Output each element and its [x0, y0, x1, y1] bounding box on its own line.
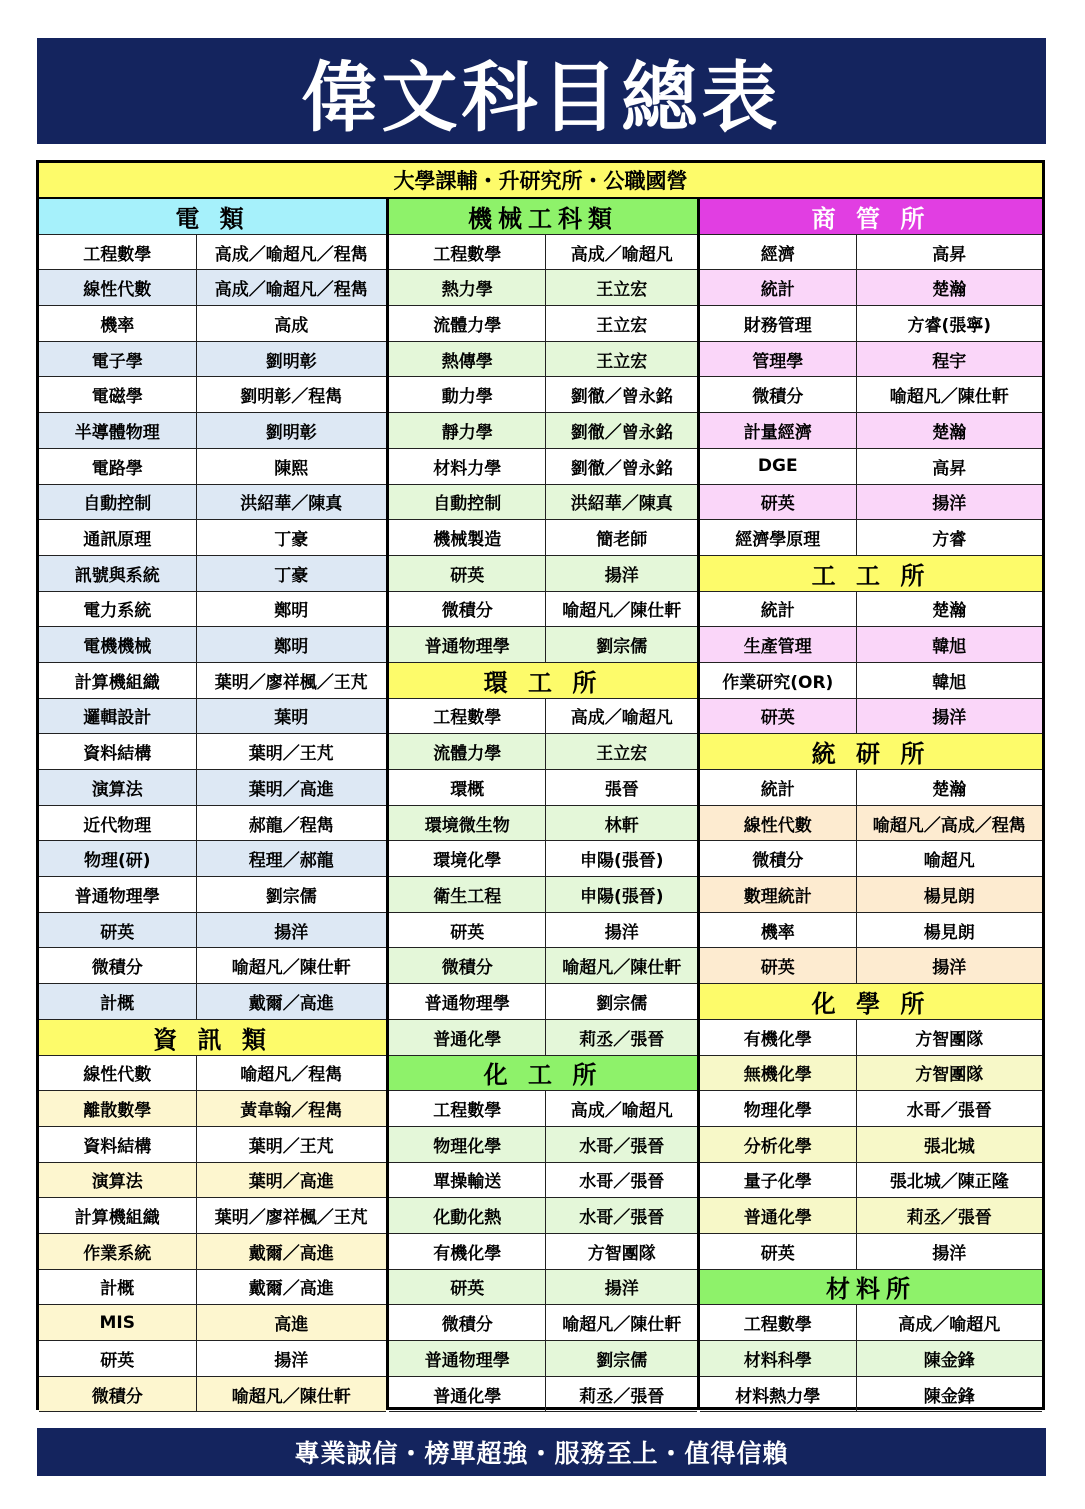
- subject-cell: 電力系統: [39, 592, 197, 627]
- table-row: [700, 627, 1042, 663]
- subject-cell: 材料力學: [389, 449, 546, 484]
- teacher-cell: 黃韋翰／程雋: [240, 1101, 343, 1122]
- teacher-cell: 陳金鋒: [923, 1386, 975, 1407]
- teacher-cell: 劉宗儒: [265, 886, 317, 907]
- teacher-cell: 葉明／廖祥楓／王芃: [214, 672, 368, 693]
- teacher-cell: 揚洋: [932, 1243, 967, 1264]
- teacher-cell: 張晉: [604, 779, 639, 800]
- teacher-cell: 葉明／王芃: [248, 1136, 334, 1157]
- subject-cell: 訊號與系統: [39, 556, 197, 591]
- table-row: [39, 1127, 386, 1163]
- table-row: [389, 342, 697, 378]
- teacher-cell: 高成／喻超凡: [898, 1315, 1001, 1336]
- subject-cell: 自動控制: [39, 485, 197, 520]
- section-header: 商 管 所: [700, 199, 1042, 235]
- teacher-cell: 喻超凡／程雋: [240, 1065, 343, 1086]
- subject-cell: 工程數學: [700, 1305, 857, 1340]
- teacher-cell: 莉丞／張晉: [906, 1208, 992, 1229]
- subject-cell: 動力學: [389, 377, 546, 412]
- subject-cell: 計算機組織: [39, 663, 197, 698]
- table-row: [389, 913, 697, 949]
- teacher-cell: 鄭明: [274, 637, 309, 658]
- teacher-cell: 喻超凡／陳仕軒: [889, 387, 1009, 408]
- table-row: [700, 1341, 1042, 1377]
- table-row: [39, 877, 386, 913]
- subject-cell: 統計: [700, 270, 857, 305]
- teacher-cell: 申陽(張晉): [579, 886, 664, 907]
- subject-cell: 普通化學: [389, 1377, 546, 1412]
- table-row: [389, 1341, 697, 1377]
- table-row: [700, 1091, 1042, 1127]
- subject-cell: 衛生工程: [389, 877, 546, 912]
- section-header: 工 工 所: [700, 556, 1042, 592]
- teacher-cell: 申陽(張晉): [579, 851, 664, 872]
- subject-cell: 演算法: [39, 1163, 197, 1198]
- table-row: [39, 841, 386, 877]
- teacher-cell: 喻超凡／陳仕軒: [562, 958, 682, 979]
- table-row: [389, 235, 697, 271]
- subject-cell: 熱傳學: [389, 342, 546, 377]
- table-row: [39, 1163, 386, 1199]
- table-row: [389, 984, 697, 1020]
- teacher-cell: 王立宏: [596, 280, 648, 301]
- subject-cell: 線性代數: [39, 1056, 197, 1091]
- subject-cell: 微積分: [389, 1305, 546, 1340]
- banner: 大學課輔・升研究所・公職國營: [39, 163, 1042, 199]
- subject-cell: 工程數學: [389, 699, 546, 734]
- teacher-cell: 葉明／王芃: [248, 744, 334, 765]
- table-row: [389, 841, 697, 877]
- teacher-cell: 韓旭: [932, 672, 967, 693]
- table-row: [39, 592, 386, 628]
- table-row: [700, 948, 1042, 984]
- teacher-cell: 揚洋: [932, 708, 967, 729]
- subject-cell: 微積分: [700, 841, 857, 876]
- teacher-cell: 丁豪: [274, 565, 309, 586]
- teacher-cell: 莉丞／張晉: [579, 1386, 665, 1407]
- teacher-cell: 高成: [274, 315, 309, 336]
- subject-cell: 自動控制: [389, 485, 546, 520]
- subject-cell: 線性代數: [39, 270, 197, 305]
- subject-cell: 經濟: [700, 235, 857, 270]
- table-row: [700, 520, 1042, 556]
- subject-cell: 環境微生物: [389, 806, 546, 841]
- teacher-cell: 高成／喻超凡／程雋: [214, 280, 368, 301]
- teacher-cell: 劉徹／曾永銘: [570, 458, 673, 479]
- teacher-cell: 揚洋: [604, 1279, 639, 1300]
- section-header: 電 類: [39, 199, 386, 235]
- table-row: [389, 1305, 697, 1341]
- column-middle: [389, 199, 700, 1407]
- teacher-cell: 王立宏: [596, 744, 648, 765]
- teacher-cell: 方智團隊: [915, 1029, 984, 1050]
- subject-cell: 工程數學: [389, 235, 546, 270]
- table-row: [39, 984, 386, 1020]
- subject-cell: 普通化學: [389, 1020, 546, 1055]
- teacher-cell: 揚洋: [932, 494, 967, 515]
- page-title: 偉文科目總表: [37, 38, 1046, 144]
- teacher-cell: 楊見朗: [923, 922, 975, 943]
- table-row: [700, 1305, 1042, 1341]
- subject-cell: 經濟學原理: [700, 520, 857, 555]
- teacher-cell: 喻超凡／陳仕軒: [231, 1386, 351, 1407]
- teacher-cell: 揚洋: [932, 958, 967, 979]
- teacher-cell: 洪紹華／陳真: [240, 494, 343, 515]
- teacher-cell: 丁豪: [274, 530, 309, 551]
- subject-cell: 機率: [39, 306, 197, 341]
- teacher-cell: 莉丞／張晉: [579, 1029, 665, 1050]
- subject-cell: 半導體物理: [39, 413, 197, 448]
- table-row: [700, 1198, 1042, 1234]
- subject-cell: 生產管理: [700, 627, 857, 662]
- table-row: [389, 734, 697, 770]
- teacher-cell: 方智團隊: [587, 1243, 656, 1264]
- table-row: [700, 342, 1042, 378]
- subject-table: [36, 160, 1045, 1410]
- table-row: [700, 449, 1042, 485]
- table-row: [39, 1270, 386, 1306]
- table-row: [700, 235, 1042, 271]
- table-row: [389, 948, 697, 984]
- subject-cell: 機率: [700, 913, 857, 948]
- subject-cell: 熱力學: [389, 270, 546, 305]
- table-row: [39, 770, 386, 806]
- table-row: [389, 485, 697, 521]
- teacher-cell: 張北城: [923, 1136, 975, 1157]
- subject-cell: 材料熱力學: [700, 1377, 857, 1412]
- table-row: [389, 1234, 697, 1270]
- teacher-cell: 揚洋: [274, 922, 309, 943]
- teacher-cell: 葉明／高進: [248, 779, 334, 800]
- subject-cell: 物理化學: [389, 1127, 546, 1162]
- column-left: [39, 199, 389, 1407]
- subject-cell: 普通物理學: [39, 877, 197, 912]
- table-row: [389, 1270, 697, 1306]
- subject-cell: 分析化學: [700, 1127, 857, 1162]
- teacher-cell: 洪紹華／陳真: [570, 494, 673, 515]
- teacher-cell: 高進: [274, 1315, 309, 1336]
- table-row: [700, 306, 1042, 342]
- subject-cell: 線性代數: [700, 806, 857, 841]
- teacher-cell: 劉明彰: [265, 422, 317, 443]
- teacher-cell: 水哥／張晉: [579, 1136, 665, 1157]
- section-header: 材料所: [700, 1270, 1042, 1306]
- teacher-cell: 方睿(張寧): [907, 315, 992, 336]
- subject-cell: 電機機械: [39, 627, 197, 662]
- table-row: [389, 377, 697, 413]
- table-row: [700, 1163, 1042, 1199]
- subject-cell: 作業系統: [39, 1234, 197, 1269]
- subject-cell: 普通物理學: [389, 627, 546, 662]
- teacher-cell: 王立宏: [596, 351, 648, 372]
- column-right: [700, 199, 1042, 1407]
- table-row: [39, 270, 386, 306]
- table-row: [389, 592, 697, 628]
- teacher-cell: 水哥／張晉: [579, 1172, 665, 1193]
- subject-cell: 研英: [389, 1270, 546, 1305]
- teacher-cell: 高昇: [932, 458, 967, 479]
- subject-cell: DGE: [700, 449, 857, 484]
- table-row: [700, 1056, 1042, 1092]
- subject-cell: 離散數學: [39, 1091, 197, 1126]
- subject-cell: 數理統計: [700, 877, 857, 912]
- subject-cell: 研英: [39, 913, 197, 948]
- table-row: [389, 699, 697, 735]
- subject-cell: 電路學: [39, 449, 197, 484]
- footer-slogan: 專業誠信・榜單超強・服務至上・值得信賴: [37, 1428, 1046, 1476]
- table-row: [39, 1234, 386, 1270]
- subject-cell: 量子化學: [700, 1163, 857, 1198]
- teacher-cell: 程宇: [932, 351, 967, 372]
- table-row: [39, 1377, 386, 1413]
- table-row: [389, 556, 697, 592]
- subject-cell: 有機化學: [700, 1020, 857, 1055]
- subject-cell: 統計: [700, 770, 857, 805]
- section-header: 資 訊 類: [39, 1020, 386, 1056]
- teacher-cell: 楚瀚: [932, 779, 967, 800]
- teacher-cell: 郝龍／程雋: [248, 815, 334, 836]
- subject-cell: 邏輯設計: [39, 699, 197, 734]
- teacher-cell: 楚瀚: [932, 422, 967, 443]
- subject-cell: 資料結構: [39, 1127, 197, 1162]
- teacher-cell: 劉徹／曾永銘: [570, 422, 673, 443]
- subject-cell: 普通物理學: [389, 984, 546, 1019]
- table-row: [39, 806, 386, 842]
- subject-cell: 研英: [389, 556, 546, 591]
- teacher-cell: 方睿: [932, 530, 967, 551]
- table-row: [389, 520, 697, 556]
- subject-cell: 統計: [700, 592, 857, 627]
- table-row: [700, 770, 1042, 806]
- teacher-cell: 王立宏: [596, 315, 648, 336]
- teacher-cell: 陳熙: [274, 458, 309, 479]
- subject-cell: 演算法: [39, 770, 197, 805]
- section-header: 化 學 所: [700, 984, 1042, 1020]
- subject-cell: 機械製造: [389, 520, 546, 555]
- teacher-cell: 劉宗儒: [596, 993, 648, 1014]
- table-row: [389, 449, 697, 485]
- teacher-cell: 高成／喻超凡／程雋: [214, 244, 368, 265]
- subject-cell: 化動化熱: [389, 1198, 546, 1233]
- table-row: [389, 627, 697, 663]
- teacher-cell: 楚瀚: [932, 280, 967, 301]
- teacher-cell: 葉明／高進: [248, 1172, 334, 1193]
- teacher-cell: 簡老師: [596, 530, 648, 551]
- teacher-cell: 高成／喻超凡: [570, 1101, 673, 1122]
- teacher-cell: 張北城／陳正隆: [889, 1172, 1009, 1193]
- subject-cell: 普通化學: [700, 1198, 857, 1233]
- teacher-cell: 喻超凡／陳仕軒: [562, 601, 682, 622]
- subject-cell: 研英: [700, 485, 857, 520]
- teacher-cell: 葉明: [274, 708, 309, 729]
- table-row: [700, 1127, 1042, 1163]
- table-row: [39, 913, 386, 949]
- subject-cell: 通訊原理: [39, 520, 197, 555]
- table-row: [39, 520, 386, 556]
- table-row: [39, 556, 386, 592]
- table-row: [700, 270, 1042, 306]
- table-row: [39, 948, 386, 984]
- table-row: [389, 413, 697, 449]
- teacher-cell: 戴爾／高進: [248, 1279, 334, 1300]
- subject-cell: 近代物理: [39, 806, 197, 841]
- teacher-cell: 劉明彰: [265, 351, 317, 372]
- subject-cell: 工程數學: [389, 1091, 546, 1126]
- subject-cell: 電磁學: [39, 377, 197, 412]
- teacher-cell: 喻超凡／陳仕軒: [231, 958, 351, 979]
- table-row: [700, 699, 1042, 735]
- table-row: [39, 449, 386, 485]
- table-row: [39, 1341, 386, 1377]
- table-row: [39, 1198, 386, 1234]
- subject-cell: 管理學: [700, 342, 857, 377]
- subject-cell: 靜力學: [389, 413, 546, 448]
- table-row: [39, 413, 386, 449]
- teacher-cell: 方智團隊: [915, 1065, 984, 1086]
- table-row: [39, 235, 386, 271]
- subject-cell: 環境化學: [389, 841, 546, 876]
- subject-cell: 無機化學: [700, 1056, 857, 1091]
- teacher-cell: 水哥／張晉: [906, 1101, 992, 1122]
- table-row: [39, 734, 386, 770]
- subject-cell: 計算機組織: [39, 1198, 197, 1233]
- table-row: [700, 841, 1042, 877]
- table-row: [700, 413, 1042, 449]
- table-row: [389, 1127, 697, 1163]
- table-row: [39, 1305, 386, 1341]
- subject-cell: 材料科學: [700, 1341, 857, 1376]
- teacher-cell: 程理／郝龍: [248, 851, 334, 872]
- table-row: [39, 377, 386, 413]
- section-header: 環 工 所: [389, 663, 697, 699]
- table-row: [39, 627, 386, 663]
- subject-cell: 資料結構: [39, 734, 197, 769]
- table-row: [39, 663, 386, 699]
- table-row: [700, 485, 1042, 521]
- subject-cell: 財務管理: [700, 306, 857, 341]
- subject-cell: 電子學: [39, 342, 197, 377]
- subject-cell: 有機化學: [389, 1234, 546, 1269]
- table-row: [389, 770, 697, 806]
- subject-cell: 環概: [389, 770, 546, 805]
- teacher-cell: 水哥／張晉: [579, 1208, 665, 1229]
- section-header: 化 工 所: [389, 1056, 697, 1092]
- teacher-cell: 喻超凡／高成／程雋: [872, 815, 1026, 836]
- teacher-cell: 劉宗儒: [596, 1350, 648, 1371]
- teacher-cell: 高成／喻超凡: [570, 708, 673, 729]
- teacher-cell: 楊見朗: [923, 886, 975, 907]
- section-header: 機械工科類: [389, 199, 697, 235]
- teacher-cell: 鄭明: [274, 601, 309, 622]
- subject-cell: 普通物理學: [389, 1341, 546, 1376]
- subject-cell: MIS: [39, 1305, 197, 1340]
- table-row: [389, 877, 697, 913]
- table-row: [700, 592, 1042, 628]
- teacher-cell: 劉明彰／程雋: [240, 387, 343, 408]
- subject-cell: 物理化學: [700, 1091, 857, 1126]
- teacher-cell: 高成／喻超凡: [570, 244, 673, 265]
- table-row: [700, 1020, 1042, 1056]
- subject-cell: 研英: [700, 1234, 857, 1269]
- teacher-cell: 戴爾／高進: [248, 1243, 334, 1264]
- subject-cell: 研英: [700, 699, 857, 734]
- table-row: [700, 913, 1042, 949]
- teacher-cell: 劉宗儒: [596, 637, 648, 658]
- teacher-cell: 葉明／廖祥楓／王芃: [214, 1208, 368, 1229]
- subject-cell: 微積分: [700, 377, 857, 412]
- table-row: [700, 1234, 1042, 1270]
- teacher-cell: 戴爾／高進: [248, 993, 334, 1014]
- table-row: [389, 806, 697, 842]
- teacher-cell: 揚洋: [604, 565, 639, 586]
- subject-cell: 計量經濟: [700, 413, 857, 448]
- subject-cell: 作業研究(OR): [700, 663, 857, 698]
- teacher-cell: 喻超凡／陳仕軒: [562, 1315, 682, 1336]
- subject-cell: 研英: [389, 913, 546, 948]
- table-row: [700, 806, 1042, 842]
- table-row: [39, 1056, 386, 1092]
- subject-cell: 研英: [39, 1341, 197, 1376]
- table-row: [39, 342, 386, 378]
- teacher-cell: 楚瀚: [932, 601, 967, 622]
- table-row: [39, 306, 386, 342]
- teacher-cell: 韓旭: [932, 637, 967, 658]
- table-row: [389, 1020, 697, 1056]
- table-row: [389, 1163, 697, 1199]
- subject-cell: 計概: [39, 1270, 197, 1305]
- table-row: [39, 485, 386, 521]
- subject-cell: 工程數學: [39, 235, 197, 270]
- subject-cell: 微積分: [39, 1377, 197, 1412]
- subject-cell: 計概: [39, 984, 197, 1019]
- table-row: [39, 1091, 386, 1127]
- subject-cell: 研英: [700, 948, 857, 983]
- table-row: [700, 877, 1042, 913]
- table-row: [389, 270, 697, 306]
- teacher-cell: 揚洋: [274, 1350, 309, 1371]
- teacher-cell: 林軒: [604, 815, 639, 836]
- subject-cell: 流體力學: [389, 306, 546, 341]
- subject-cell: 單操輸送: [389, 1163, 546, 1198]
- teacher-cell: 陳金鋒: [923, 1350, 975, 1371]
- table-row: [700, 663, 1042, 699]
- subject-cell: 微積分: [39, 948, 197, 983]
- subject-cell: 微積分: [389, 592, 546, 627]
- teacher-cell: 揚洋: [604, 922, 639, 943]
- table-row: [389, 1377, 697, 1413]
- table-row: [389, 1198, 697, 1234]
- teacher-cell: 劉徹／曾永銘: [570, 387, 673, 408]
- subject-cell: 微積分: [389, 948, 546, 983]
- table-row: [389, 1091, 697, 1127]
- subject-cell: 流體力學: [389, 734, 546, 769]
- section-header: 統 研 所: [700, 734, 1042, 770]
- teacher-cell: 高昇: [932, 244, 967, 265]
- teacher-cell: 喻超凡: [923, 851, 975, 872]
- table-row: [389, 306, 697, 342]
- subject-cell: 物理(研): [39, 841, 197, 876]
- table-row: [700, 1377, 1042, 1413]
- table-row: [39, 699, 386, 735]
- table-row: [700, 377, 1042, 413]
